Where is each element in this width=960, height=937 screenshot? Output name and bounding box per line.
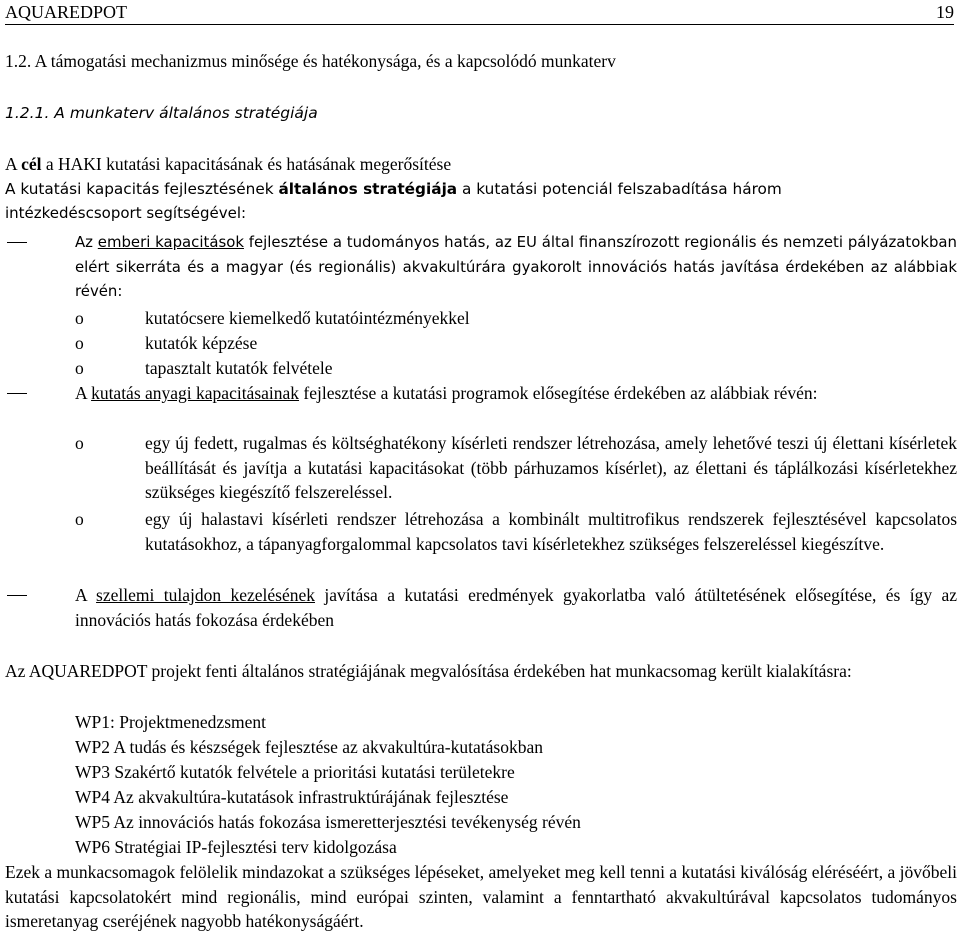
subitem-text: kutatók képzése [145, 333, 258, 353]
subitem-text: tapasztalt kutatók felvétele [145, 358, 333, 378]
measure-underlined: kutatás anyagi kapacitásainak [91, 383, 300, 403]
list-item [75, 306, 957, 331]
work-package-item: WP4 Az akvakultúra-kutatások infrastruktúrájának fejlesztése [75, 787, 509, 807]
strategy-line-1 [5, 177, 957, 202]
subitem-text: kutatócsere kiemelkedő kutatóintézményekkel [145, 308, 470, 328]
measure-underlined: emberi kapacitások [97, 233, 244, 251]
circle-bullet: o [75, 433, 84, 453]
goal-prefix: A [5, 154, 22, 174]
measure-text-1 [75, 230, 957, 304]
subitem-text: egy új halastavi kísérleti rendszer létrehozása a kombinált multitrofikus rendszerek fejlesztésével kapcsolatos kutatásokhoz, a tápanyagforgalommal kapcsolatos tavi kísérletekhez szükséges felszereléssel kiegészítve. [145, 509, 957, 554]
strategy-bold: általános stratégiája [278, 180, 458, 198]
subsection-heading: 1.2.1. A munkaterv általános stratégiája [5, 104, 318, 122]
work-packages-intro: Az AQUAREDPOT projekt fenti általános stratégiájának megvalósítása érdekében hat munkacsomag került kialakításra: [5, 661, 852, 681]
list-item [75, 431, 957, 505]
measure-pre: A [75, 383, 92, 403]
circle-bullet: o [75, 358, 84, 378]
header-rule [5, 24, 954, 25]
circle-bullet: o [75, 509, 84, 529]
strategy-line-2: intézkedéscsoport segítségével: [5, 204, 247, 222]
closing-paragraph: Ezek a munkacsomagok felölelik mindazokat a szükséges lépéseket, amelyeket meg kell tenni a kutatási kiválóság eléréséért, a jövőbeli kutatási kapcsolatokért mind regionális, mind európai szinten, valamint a fenntartható akvakultúrával kapcsolatos tudományos ismeretanyag cseréjének nagyobb hatékonyságáért. [5, 862, 957, 931]
measure-text-2 [75, 381, 957, 406]
subitem-text: egy új fedett, rugalmas és költséghatékony kísérleti rendszer létrehozása, amely lehetővé teszi új élettani kísérletek beállítását és javítja a kutatási kapacitásokat (több párhuzamos kísérlet), az élettani és táplálkozási kísérletekhez szükséges kiegészítő felszereléssel. [145, 433, 957, 502]
strategy-post: a kutatási potenciál felszabadítása három [457, 180, 782, 198]
measure-item-2 [5, 381, 957, 406]
work-package-item: WP5 Az innovációs hatás fokozása ismeretterjesztési tevékenység révén [75, 812, 581, 832]
measure-post: javítása a kutatási eredmények gyakorlatba való átültetésének elősegítése, és így az innovációs hatás fokozása érdekében [75, 585, 957, 630]
circle-bullet: o [75, 333, 84, 353]
work-package-item: WP1: Projektmenedzsment [75, 712, 267, 732]
work-package-item: WP2 A tudás és készségek fejlesztése az akvakultúra-kutatásokban [75, 737, 543, 757]
header-title: AQUAREDPOT [5, 2, 128, 22]
measure-post: fejlesztése a kutatási programok elősegítése érdekében az alábbiak révén: [299, 383, 818, 403]
goal-bold: cél [21, 154, 42, 174]
circle-bullet: o [75, 308, 84, 328]
strategy-pre: A kutatási kapacitás fejlesztésének [5, 180, 279, 198]
list-item [75, 507, 957, 556]
measure-underlined: szellemi tulajdon kezelésének [96, 585, 315, 605]
measure-text-3 [75, 583, 957, 632]
page-number: 19 [936, 2, 954, 22]
goal-rest: a HAKI kutatási kapacitásának és hatásának megerősítése [41, 154, 452, 174]
work-package-item: WP6 Stratégiai IP-fejlesztési terv kidolgozása [75, 837, 397, 857]
list-item [75, 356, 957, 381]
measure-pre: A [75, 585, 97, 605]
list-item [75, 331, 957, 356]
measure-post: fejlesztése a tudományos hatás, az EU által finanszírozott regionális és nemzeti pályázatokban elért sikerráta és a magyar (és regionális) akvakultúrára gyakorolt innovációs hatás javítása érdekében az alábbiak révén: [75, 233, 957, 300]
section-heading: 1.2. A támogatási mechanizmus minősége és hatékonysága, és a kapcsolódó munkaterv [5, 51, 616, 71]
page-header [5, 0, 954, 23]
measure-item-1 [5, 230, 957, 304]
measure-item-3 [5, 583, 957, 632]
measure-pre: Az [75, 233, 98, 251]
goal-line [5, 152, 957, 177]
work-package-item: WP3 Szakértő kutatók felvétele a prioritási kutatási területekre [75, 762, 515, 782]
